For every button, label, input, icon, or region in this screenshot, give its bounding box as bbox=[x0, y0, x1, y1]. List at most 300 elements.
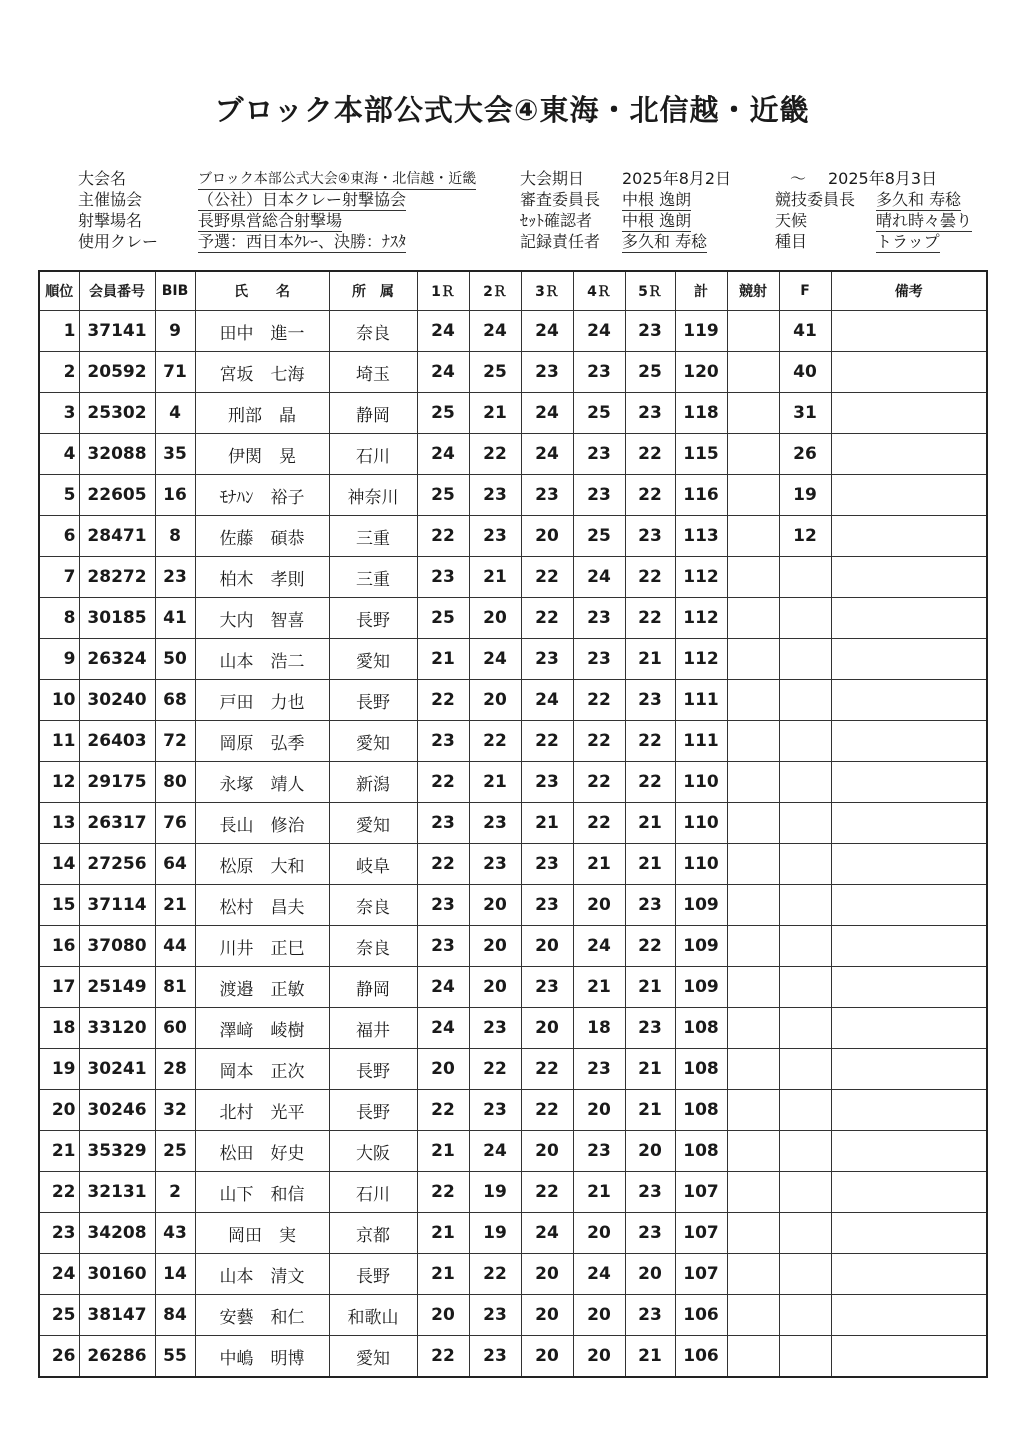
cell-name: 長山 修治 bbox=[195, 803, 329, 844]
cell-affiliation: 愛知 bbox=[329, 1336, 417, 1378]
cell-remarks bbox=[831, 1172, 987, 1213]
cell-name: 安藝 和仁 bbox=[195, 1295, 329, 1336]
cell-affiliation: 新潟 bbox=[329, 762, 417, 803]
results-table bbox=[38, 270, 988, 1378]
cell-member-number: 22605 bbox=[79, 475, 155, 516]
header-round-2: 2Ｒ bbox=[469, 271, 521, 311]
cell-round-3: 23 bbox=[521, 762, 573, 803]
cell-affiliation: 大阪 bbox=[329, 1131, 417, 1172]
cell-name: 北村 光平 bbox=[195, 1090, 329, 1131]
cell-name: 山下 和信 bbox=[195, 1172, 329, 1213]
cell-total: 108 bbox=[675, 1090, 727, 1131]
cell-remarks bbox=[831, 885, 987, 926]
table-row bbox=[39, 1008, 987, 1049]
cell-bib: 55 bbox=[155, 1336, 195, 1378]
cell-round-3: 23 bbox=[521, 844, 573, 885]
cell-round-1: 23 bbox=[417, 557, 469, 598]
cell-round-4: 23 bbox=[573, 639, 625, 680]
cell-round-3: 22 bbox=[521, 1172, 573, 1213]
cell-rank: 14 bbox=[39, 844, 79, 885]
cell-round-5: 20 bbox=[625, 1254, 675, 1295]
cell-round-4: 21 bbox=[573, 1172, 625, 1213]
event-value: ブロック本部公式大会④東海・北信越・近畿 bbox=[198, 169, 476, 190]
cell-bib: 68 bbox=[155, 680, 195, 721]
cell-affiliation: 三重 bbox=[329, 516, 417, 557]
header-bib: BIB bbox=[155, 271, 195, 311]
cell-round-2: 23 bbox=[469, 1295, 521, 1336]
cell-round-5: 23 bbox=[625, 516, 675, 557]
cell-round-4: 20 bbox=[573, 885, 625, 926]
cell-total: 109 bbox=[675, 967, 727, 1008]
cell-round-3: 24 bbox=[521, 311, 573, 352]
cell-round-2: 23 bbox=[469, 516, 521, 557]
cell-round-1: 23 bbox=[417, 721, 469, 762]
record-value: 多久和 寿稔 bbox=[622, 232, 708, 251]
cell-final bbox=[779, 1131, 831, 1172]
cell-member-number: 30160 bbox=[79, 1254, 155, 1295]
table-row bbox=[39, 967, 987, 1008]
cell-remarks bbox=[831, 352, 987, 393]
cell-round-5: 21 bbox=[625, 1090, 675, 1131]
event-label: 大会名 bbox=[78, 169, 127, 188]
cell-total: 109 bbox=[675, 885, 727, 926]
cell-round-4: 25 bbox=[573, 393, 625, 434]
cell-round-2: 22 bbox=[469, 434, 521, 475]
cell-remarks bbox=[831, 1213, 987, 1254]
cell-rank: 18 bbox=[39, 1008, 79, 1049]
cell-final bbox=[779, 803, 831, 844]
cell-round-5: 20 bbox=[625, 1131, 675, 1172]
cell-bib: 25 bbox=[155, 1131, 195, 1172]
cell-bib: 84 bbox=[155, 1295, 195, 1336]
table-row bbox=[39, 1336, 987, 1378]
cell-rank: 11 bbox=[39, 721, 79, 762]
cell-final bbox=[779, 557, 831, 598]
cell-affiliation: 静岡 bbox=[329, 393, 417, 434]
cell-name: 永塚 靖人 bbox=[195, 762, 329, 803]
host-label: 主催協会 bbox=[78, 190, 143, 209]
cell-round-2: 23 bbox=[469, 1336, 521, 1378]
cell-round-5: 22 bbox=[625, 926, 675, 967]
cell-final: 31 bbox=[779, 393, 831, 434]
cell-shootoff bbox=[727, 844, 779, 885]
cell-round-4: 20 bbox=[573, 1336, 625, 1378]
cell-round-5: 21 bbox=[625, 639, 675, 680]
weather-value: 晴れ時々曇り bbox=[876, 211, 973, 230]
cell-round-3: 20 bbox=[521, 926, 573, 967]
cell-round-2: 20 bbox=[469, 926, 521, 967]
cell-shootoff bbox=[727, 1213, 779, 1254]
cell-round-2: 25 bbox=[469, 352, 521, 393]
cell-name: 岡田 実 bbox=[195, 1213, 329, 1254]
cell-remarks bbox=[831, 393, 987, 434]
cell-final bbox=[779, 1213, 831, 1254]
cell-member-number: 37114 bbox=[79, 885, 155, 926]
cell-round-4: 21 bbox=[573, 967, 625, 1008]
cell-remarks bbox=[831, 598, 987, 639]
cell-name: 岡本 正次 bbox=[195, 1049, 329, 1090]
cell-rank: 8 bbox=[39, 598, 79, 639]
cell-final bbox=[779, 639, 831, 680]
cell-affiliation: 石川 bbox=[329, 434, 417, 475]
table-row bbox=[39, 803, 987, 844]
cell-name: 松原 大和 bbox=[195, 844, 329, 885]
cell-total: 108 bbox=[675, 1049, 727, 1090]
cell-total: 107 bbox=[675, 1254, 727, 1295]
cell-round-5: 22 bbox=[625, 557, 675, 598]
cell-affiliation: 長野 bbox=[329, 1254, 417, 1295]
cell-remarks bbox=[831, 1131, 987, 1172]
cell-affiliation: 愛知 bbox=[329, 639, 417, 680]
header-final: F bbox=[779, 271, 831, 311]
cell-member-number: 27256 bbox=[79, 844, 155, 885]
cell-remarks bbox=[831, 311, 987, 352]
cell-final bbox=[779, 680, 831, 721]
cell-bib: 44 bbox=[155, 926, 195, 967]
cell-bib: 43 bbox=[155, 1213, 195, 1254]
header-round-5: 5Ｒ bbox=[625, 271, 675, 311]
cell-round-2: 23 bbox=[469, 475, 521, 516]
cell-remarks bbox=[831, 844, 987, 885]
cell-rank: 24 bbox=[39, 1254, 79, 1295]
cell-total: 110 bbox=[675, 762, 727, 803]
cell-round-2: 19 bbox=[469, 1213, 521, 1254]
cell-member-number: 33120 bbox=[79, 1008, 155, 1049]
cell-shootoff bbox=[727, 1254, 779, 1295]
cell-rank: 7 bbox=[39, 557, 79, 598]
cell-round-3: 23 bbox=[521, 639, 573, 680]
cell-rank: 21 bbox=[39, 1131, 79, 1172]
cell-shootoff bbox=[727, 885, 779, 926]
cell-shootoff bbox=[727, 1049, 779, 1090]
cell-rank: 5 bbox=[39, 475, 79, 516]
cell-total: 108 bbox=[675, 1008, 727, 1049]
cell-shootoff bbox=[727, 598, 779, 639]
table-row bbox=[39, 393, 987, 434]
cell-round-5: 21 bbox=[625, 803, 675, 844]
cell-round-4: 23 bbox=[573, 352, 625, 393]
set-value: 中根 逸朗 bbox=[622, 211, 692, 230]
cell-round-4: 20 bbox=[573, 1090, 625, 1131]
cell-total: 118 bbox=[675, 393, 727, 434]
cell-rank: 22 bbox=[39, 1172, 79, 1213]
cell-rank: 6 bbox=[39, 516, 79, 557]
cell-total: 112 bbox=[675, 639, 727, 680]
cell-member-number: 26286 bbox=[79, 1336, 155, 1378]
tech-value: 多久和 寿稔 bbox=[876, 190, 962, 209]
cell-round-4: 24 bbox=[573, 1254, 625, 1295]
table-row bbox=[39, 721, 987, 762]
cell-affiliation: 奈良 bbox=[329, 885, 417, 926]
cell-final bbox=[779, 1254, 831, 1295]
cell-round-2: 21 bbox=[469, 393, 521, 434]
cell-round-3: 22 bbox=[521, 1049, 573, 1090]
cell-round-4: 25 bbox=[573, 516, 625, 557]
cell-name: 松村 昌夫 bbox=[195, 885, 329, 926]
cell-affiliation: 埼玉 bbox=[329, 352, 417, 393]
cell-round-5: 21 bbox=[625, 844, 675, 885]
cell-remarks bbox=[831, 762, 987, 803]
cell-total: 116 bbox=[675, 475, 727, 516]
cell-round-5: 22 bbox=[625, 475, 675, 516]
cell-round-4: 23 bbox=[573, 598, 625, 639]
cell-shootoff bbox=[727, 1295, 779, 1336]
cell-round-5: 23 bbox=[625, 1213, 675, 1254]
cell-member-number: 37141 bbox=[79, 311, 155, 352]
cell-round-5: 23 bbox=[625, 1172, 675, 1213]
cell-final: 19 bbox=[779, 475, 831, 516]
cell-rank: 12 bbox=[39, 762, 79, 803]
tech-label: 競技委員長 bbox=[775, 190, 856, 209]
cell-name: 岡原 弘季 bbox=[195, 721, 329, 762]
cell-remarks bbox=[831, 434, 987, 475]
cell-bib: 76 bbox=[155, 803, 195, 844]
page-title: ブロック本部公式大会④東海・北信越・近畿 bbox=[214, 93, 810, 127]
cell-shootoff bbox=[727, 762, 779, 803]
table-row bbox=[39, 516, 987, 557]
cell-round-4: 24 bbox=[573, 557, 625, 598]
cell-remarks bbox=[831, 1049, 987, 1090]
cell-shootoff bbox=[727, 557, 779, 598]
cell-round-3: 24 bbox=[521, 434, 573, 475]
cell-round-1: 22 bbox=[417, 1090, 469, 1131]
cell-rank: 4 bbox=[39, 434, 79, 475]
cell-round-1: 23 bbox=[417, 803, 469, 844]
cell-total: 115 bbox=[675, 434, 727, 475]
cell-shootoff bbox=[727, 967, 779, 1008]
cell-member-number: 25302 bbox=[79, 393, 155, 434]
cell-affiliation: 愛知 bbox=[329, 803, 417, 844]
cell-round-4: 23 bbox=[573, 475, 625, 516]
cell-member-number: 28471 bbox=[79, 516, 155, 557]
cell-bib: 23 bbox=[155, 557, 195, 598]
cell-rank: 26 bbox=[39, 1336, 79, 1378]
table-row bbox=[39, 762, 987, 803]
cell-total: 120 bbox=[675, 352, 727, 393]
cell-round-1: 21 bbox=[417, 1131, 469, 1172]
date-tilde: ～ bbox=[790, 169, 807, 188]
cell-round-3: 22 bbox=[521, 598, 573, 639]
cell-rank: 2 bbox=[39, 352, 79, 393]
cell-rank: 10 bbox=[39, 680, 79, 721]
cell-round-3: 20 bbox=[521, 1131, 573, 1172]
cell-name: 宮坂 七海 bbox=[195, 352, 329, 393]
cell-shootoff bbox=[727, 1131, 779, 1172]
cell-round-3: 20 bbox=[521, 1336, 573, 1378]
cell-member-number: 37080 bbox=[79, 926, 155, 967]
cell-final bbox=[779, 1049, 831, 1090]
cell-final bbox=[779, 1295, 831, 1336]
cell-total: 112 bbox=[675, 598, 727, 639]
table-row bbox=[39, 1213, 987, 1254]
cell-round-1: 22 bbox=[417, 516, 469, 557]
cell-affiliation: 奈良 bbox=[329, 311, 417, 352]
cell-round-1: 21 bbox=[417, 1213, 469, 1254]
cell-member-number: 29175 bbox=[79, 762, 155, 803]
cell-round-2: 24 bbox=[469, 639, 521, 680]
cell-round-2: 22 bbox=[469, 721, 521, 762]
cell-round-4: 21 bbox=[573, 844, 625, 885]
cell-round-2: 24 bbox=[469, 311, 521, 352]
cell-round-4: 23 bbox=[573, 1049, 625, 1090]
cell-round-3: 24 bbox=[521, 1213, 573, 1254]
cell-affiliation: 長野 bbox=[329, 1049, 417, 1090]
cell-round-4: 22 bbox=[573, 721, 625, 762]
table-row bbox=[39, 1254, 987, 1295]
cell-total: 112 bbox=[675, 557, 727, 598]
cell-final: 12 bbox=[779, 516, 831, 557]
cell-total: 107 bbox=[675, 1172, 727, 1213]
type-value: トラップ bbox=[876, 232, 940, 251]
cell-round-3: 22 bbox=[521, 557, 573, 598]
header-name: 氏 名 bbox=[195, 271, 329, 311]
cell-round-1: 20 bbox=[417, 1295, 469, 1336]
cell-round-1: 21 bbox=[417, 1254, 469, 1295]
cell-round-1: 24 bbox=[417, 352, 469, 393]
cell-round-2: 21 bbox=[469, 762, 521, 803]
cell-bib: 41 bbox=[155, 598, 195, 639]
cell-round-4: 24 bbox=[573, 311, 625, 352]
cell-affiliation: 福井 bbox=[329, 1008, 417, 1049]
cell-member-number: 28272 bbox=[79, 557, 155, 598]
cell-round-1: 22 bbox=[417, 1336, 469, 1378]
cell-remarks bbox=[831, 926, 987, 967]
cell-rank: 13 bbox=[39, 803, 79, 844]
cell-member-number: 35329 bbox=[79, 1131, 155, 1172]
range-value: 長野県営総合射撃場 bbox=[198, 211, 343, 230]
cell-remarks bbox=[831, 967, 987, 1008]
cell-final bbox=[779, 1336, 831, 1378]
cell-name: 山本 清文 bbox=[195, 1254, 329, 1295]
cell-shootoff bbox=[727, 1090, 779, 1131]
cell-round-4: 24 bbox=[573, 926, 625, 967]
cell-member-number: 32088 bbox=[79, 434, 155, 475]
cell-bib: 28 bbox=[155, 1049, 195, 1090]
cell-total: 108 bbox=[675, 1131, 727, 1172]
cell-shootoff bbox=[727, 1336, 779, 1378]
cell-final bbox=[779, 967, 831, 1008]
cell-remarks bbox=[831, 1254, 987, 1295]
cell-round-4: 22 bbox=[573, 680, 625, 721]
cell-member-number: 30241 bbox=[79, 1049, 155, 1090]
cell-member-number: 26324 bbox=[79, 639, 155, 680]
table-row bbox=[39, 557, 987, 598]
cell-final bbox=[779, 1008, 831, 1049]
cell-final: 41 bbox=[779, 311, 831, 352]
cell-round-3: 23 bbox=[521, 475, 573, 516]
cell-remarks bbox=[831, 1336, 987, 1378]
cell-member-number: 25149 bbox=[79, 967, 155, 1008]
cell-round-3: 24 bbox=[521, 680, 573, 721]
cell-remarks bbox=[831, 680, 987, 721]
cell-round-3: 23 bbox=[521, 352, 573, 393]
weather-label: 天候 bbox=[775, 211, 808, 230]
set-label: ｾｯﾄ確認者 bbox=[520, 211, 593, 230]
cell-round-5: 21 bbox=[625, 967, 675, 1008]
table-row bbox=[39, 434, 987, 475]
cell-round-4: 23 bbox=[573, 1131, 625, 1172]
cell-rank: 20 bbox=[39, 1090, 79, 1131]
cell-final bbox=[779, 885, 831, 926]
cell-round-1: 24 bbox=[417, 1008, 469, 1049]
cell-shootoff bbox=[727, 311, 779, 352]
cell-round-1: 25 bbox=[417, 598, 469, 639]
date-end: 2025年8月3日 bbox=[828, 169, 938, 188]
cell-round-3: 20 bbox=[521, 1295, 573, 1336]
cell-round-3: 20 bbox=[521, 1008, 573, 1049]
header-shootoff: 競射 bbox=[727, 271, 779, 311]
cell-final bbox=[779, 1090, 831, 1131]
cell-bib: 81 bbox=[155, 967, 195, 1008]
cell-bib: 2 bbox=[155, 1172, 195, 1213]
cell-final: 40 bbox=[779, 352, 831, 393]
header-row bbox=[39, 271, 987, 311]
cell-name: 澤﨑 崚樹 bbox=[195, 1008, 329, 1049]
cell-final bbox=[779, 721, 831, 762]
header-round-3: 3Ｒ bbox=[521, 271, 573, 311]
header-total: 計 bbox=[675, 271, 727, 311]
cell-round-3: 21 bbox=[521, 803, 573, 844]
cell-rank: 23 bbox=[39, 1213, 79, 1254]
cell-member-number: 26403 bbox=[79, 721, 155, 762]
cell-round-2: 23 bbox=[469, 1008, 521, 1049]
cell-round-5: 22 bbox=[625, 598, 675, 639]
cell-shootoff bbox=[727, 926, 779, 967]
cell-round-5: 23 bbox=[625, 393, 675, 434]
cell-total: 109 bbox=[675, 926, 727, 967]
cell-round-1: 21 bbox=[417, 639, 469, 680]
cell-round-5: 22 bbox=[625, 434, 675, 475]
cell-total: 106 bbox=[675, 1295, 727, 1336]
cell-bib: 9 bbox=[155, 311, 195, 352]
cell-shootoff bbox=[727, 803, 779, 844]
cell-round-5: 21 bbox=[625, 1336, 675, 1378]
cell-bib: 21 bbox=[155, 885, 195, 926]
cell-name: 大内 智喜 bbox=[195, 598, 329, 639]
cell-round-1: 22 bbox=[417, 680, 469, 721]
cell-round-1: 24 bbox=[417, 967, 469, 1008]
dates-label: 大会期日 bbox=[520, 169, 585, 188]
cell-round-1: 25 bbox=[417, 475, 469, 516]
table-row bbox=[39, 1049, 987, 1090]
cell-round-2: 23 bbox=[469, 1090, 521, 1131]
record-label: 記録責任者 bbox=[520, 232, 601, 251]
date-start: 2025年8月2日 bbox=[622, 169, 732, 188]
cell-bib: 80 bbox=[155, 762, 195, 803]
cell-round-5: 22 bbox=[625, 762, 675, 803]
cell-affiliation: 神奈川 bbox=[329, 475, 417, 516]
cell-rank: 19 bbox=[39, 1049, 79, 1090]
cell-final bbox=[779, 762, 831, 803]
header-remarks: 備考 bbox=[831, 271, 987, 311]
cell-round-2: 20 bbox=[469, 885, 521, 926]
cell-round-1: 22 bbox=[417, 844, 469, 885]
cell-shootoff bbox=[727, 680, 779, 721]
cell-remarks bbox=[831, 1008, 987, 1049]
cell-name: 柏木 孝則 bbox=[195, 557, 329, 598]
cell-name: 佐藤 碩恭 bbox=[195, 516, 329, 557]
cell-member-number: 26317 bbox=[79, 803, 155, 844]
cell-name: 松田 好史 bbox=[195, 1131, 329, 1172]
cell-round-3: 20 bbox=[521, 1254, 573, 1295]
cell-affiliation: 愛知 bbox=[329, 721, 417, 762]
jury-label: 審査委員長 bbox=[520, 190, 601, 209]
cell-round-2: 19 bbox=[469, 1172, 521, 1213]
table-row bbox=[39, 1172, 987, 1213]
header-affiliation: 所 属 bbox=[329, 271, 417, 311]
cell-name: ﾓﾅﾊﾝ 裕子 bbox=[195, 475, 329, 516]
cell-remarks bbox=[831, 1295, 987, 1336]
